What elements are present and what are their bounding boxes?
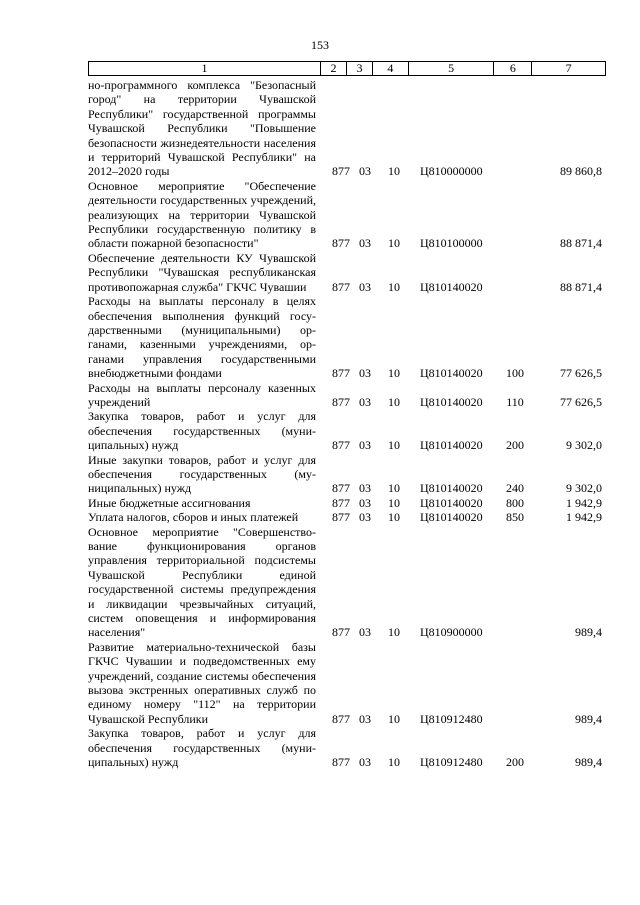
- row-admin-code: 877: [332, 366, 350, 381]
- row-target-article: Ц810140020: [420, 510, 483, 525]
- row-admin-code: 877: [332, 510, 350, 525]
- row-name: Основное мероприятие "Обеспечение деятельности государственных учреждений, реализующих на территории Чувашской Республики государственную политику в области пожарной безопасности": [88, 178, 316, 251]
- table-row: [88, 179, 606, 251]
- row-name: Расходы на выплаты персоналу в целях обеспечения выполнения функций государственными (муниципальными) органами, казенными учреждениями, органами управления государственными внебюджетными фондами: [88, 294, 316, 381]
- table-row: [88, 726, 606, 769]
- row-name: Основное мероприятие "Совершенствование функционирования органов управления территориальной подсистемы Чувашской Республики единой государственной системы предупреждения и ликвидации чрезвычайных ситуаций, систем оповещения и информирования населения": [88, 524, 316, 640]
- table-row: [88, 453, 606, 496]
- row-amount: 9 302,0: [566, 481, 602, 496]
- row-target-article: Ц810900000: [420, 625, 483, 640]
- row-subsection: 10: [388, 236, 400, 251]
- row-amount: 88 871,4: [560, 236, 602, 251]
- row-subsection: 10: [388, 366, 400, 381]
- row-amount: 989,4: [575, 755, 602, 770]
- row-amount: 989,4: [575, 711, 602, 726]
- column-header-1: 1: [201, 61, 208, 75]
- column-header-4: 4: [372, 62, 408, 75]
- row-section: 03: [359, 394, 371, 409]
- row-subsection: 10: [388, 711, 400, 726]
- row-name: Обеспечение деятельности КУ Чувашской Республики "Чувашская республиканская противопожарная служба" ГКЧС Чувашии: [88, 250, 316, 294]
- table-header: [88, 61, 606, 76]
- row-target-article: Ц810140020: [420, 279, 483, 294]
- column-header-2: 2: [320, 62, 346, 75]
- row-section: 03: [359, 279, 371, 294]
- row-name: Иные бюджетные ассигнования: [88, 495, 251, 510]
- row-target-article: Ц810140020: [420, 438, 483, 453]
- table-row: [88, 510, 606, 524]
- row-expense-type: 240: [506, 481, 524, 496]
- row-admin-code: 877: [332, 279, 350, 294]
- row-amount: 88 871,4: [560, 279, 602, 294]
- row-subsection: 10: [388, 510, 400, 525]
- row-target-article: Ц810140020: [420, 481, 483, 496]
- row-name: Закупка товаров, работ и услуг для обеспечения государственных (муниципальных) нужд: [88, 726, 316, 770]
- row-section: 03: [359, 625, 371, 640]
- row-expense-type: 200: [506, 755, 524, 770]
- row-admin-code: 877: [332, 495, 350, 510]
- table-row: [88, 496, 606, 510]
- row-section: 03: [359, 438, 371, 453]
- row-amount: 77 626,5: [560, 394, 602, 409]
- row-expense-type: 800: [506, 495, 524, 510]
- column-header-5: 5: [408, 62, 494, 75]
- row-target-article: Ц810912480: [420, 711, 483, 726]
- row-admin-code: 877: [332, 394, 350, 409]
- row-section: 03: [359, 495, 371, 510]
- row-expense-type: 100: [506, 366, 524, 381]
- page-number: 153: [311, 38, 329, 52]
- row-admin-code: 877: [332, 481, 350, 496]
- table-row: [88, 525, 606, 640]
- row-admin-code: 877: [332, 755, 350, 770]
- row-name: Иные закупки товаров, работ и услуг для обеспечения государственных (муниципальных) нужд: [88, 452, 316, 496]
- table-row: [88, 251, 606, 294]
- row-admin-code: 877: [332, 438, 350, 453]
- row-name: Развитие материально-технической базы ГКЧС Чувашии и подведомственных ему учреждений, создание системы обеспечения вызова экстренных оперативных служб по единому номеру "112" на территории Чувашской Республики: [88, 639, 316, 726]
- row-amount: 89 860,8: [560, 164, 602, 179]
- row-section: 03: [359, 510, 371, 525]
- row-amount: 77 626,5: [560, 366, 602, 381]
- row-section: 03: [359, 755, 371, 770]
- row-admin-code: 877: [332, 625, 350, 640]
- row-expense-type: 110: [506, 394, 524, 409]
- row-subsection: 10: [388, 394, 400, 409]
- row-section: 03: [359, 164, 371, 179]
- table-row: [88, 409, 606, 452]
- row-target-article: Ц810140020: [420, 394, 483, 409]
- row-name: но-программного комплекса "Безопасный город" на территории Чувашской Республики" государственной программы Чувашской Республики "Повышение безопасности жизнедеятельности населения и территорий Чувашской Республики" на 2012–2020 годы: [88, 78, 316, 179]
- row-subsection: 10: [388, 279, 400, 294]
- row-name: Расходы на выплаты персоналу казенных учреждений: [88, 380, 316, 409]
- table-body: [88, 78, 606, 770]
- row-target-article: Ц810140020: [420, 495, 483, 510]
- row-section: 03: [359, 711, 371, 726]
- row-admin-code: 877: [332, 711, 350, 726]
- row-subsection: 10: [388, 755, 400, 770]
- row-target-article: Ц810100000: [420, 236, 483, 251]
- column-header-7: 7: [531, 62, 605, 75]
- table-row: [88, 294, 606, 380]
- row-target-article: Ц810140020: [420, 366, 483, 381]
- row-subsection: 10: [388, 438, 400, 453]
- row-admin-code: 877: [332, 236, 350, 251]
- table-row: [88, 640, 606, 726]
- row-amount: 989,4: [575, 625, 602, 640]
- row-section: 03: [359, 236, 371, 251]
- column-header-6: 6: [493, 62, 531, 75]
- row-subsection: 10: [388, 625, 400, 640]
- row-admin-code: 877: [332, 164, 350, 179]
- row-amount: 1 942,9: [566, 510, 602, 525]
- row-subsection: 10: [388, 495, 400, 510]
- table-row: [88, 78, 606, 179]
- column-header-3: 3: [346, 62, 372, 75]
- row-target-article: Ц810000000: [420, 164, 483, 179]
- row-name: Уплата налогов, сборов и иных платежей: [88, 510, 299, 525]
- row-subsection: 10: [388, 164, 400, 179]
- row-subsection: 10: [388, 481, 400, 496]
- row-section: 03: [359, 366, 371, 381]
- row-amount: 9 302,0: [566, 438, 602, 453]
- table-row: [88, 381, 606, 410]
- row-target-article: Ц810912480: [420, 755, 483, 770]
- row-name: Закупка товаров, работ и услуг для обеспечения государственных (муниципальных) нужд: [88, 409, 316, 453]
- row-expense-type: 850: [506, 510, 524, 525]
- row-section: 03: [359, 481, 371, 496]
- row-expense-type: 200: [506, 438, 524, 453]
- row-amount: 1 942,9: [566, 495, 602, 510]
